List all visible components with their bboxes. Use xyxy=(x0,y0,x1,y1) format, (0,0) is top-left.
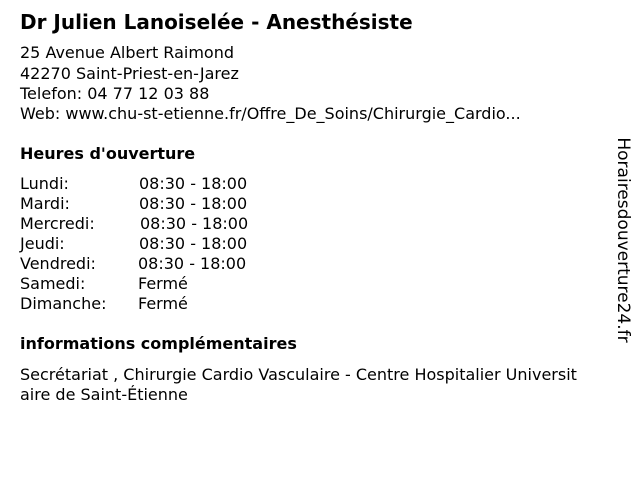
additional-info-heading: informations complémentaires xyxy=(20,334,297,353)
web-link[interactable]: Web: www.chu-st-etienne.fr/Offre_De_Soins/Chirurgie_Cardio... xyxy=(20,104,521,123)
page-title: Dr Julien Lanoiselée - Anesthésiste xyxy=(20,10,413,34)
phone-line: Telefon: 04 77 12 03 88 xyxy=(20,84,210,103)
additional-info-text: Secrétariat , Chirurgie Cardio Vasculaire - Centre Hospitalier Universitaire de Saint-Étienne xyxy=(20,365,577,404)
time-value: Fermé xyxy=(138,274,188,293)
address-city: 42270 Saint-Priest-en-Jarez xyxy=(20,64,239,83)
day-label: Mercredi: xyxy=(20,214,95,233)
day-label: Samedi: xyxy=(20,274,86,293)
day-label: Vendredi: xyxy=(20,254,96,273)
day-label: Mardi: xyxy=(20,194,70,213)
time-value: 08:30 - 18:00 xyxy=(139,194,248,213)
opening-hours-heading: Heures d'ouverture xyxy=(20,144,196,163)
time-value: 08:30 - 18:00 xyxy=(139,234,248,253)
time-value: 08:30 - 18:00 xyxy=(138,254,247,273)
site-watermark: Horairesdouverture24.fr xyxy=(613,137,633,343)
day-label: Dimanche: xyxy=(20,294,107,313)
day-label: Lundi: xyxy=(20,174,69,193)
address-street: 25 Avenue Albert Raimond xyxy=(20,43,234,62)
time-value: 08:30 - 18:00 xyxy=(140,214,249,233)
time-value: 08:30 - 18:00 xyxy=(139,174,248,193)
day-label: Jeudi: xyxy=(20,234,65,253)
time-value: Fermé xyxy=(138,294,188,313)
